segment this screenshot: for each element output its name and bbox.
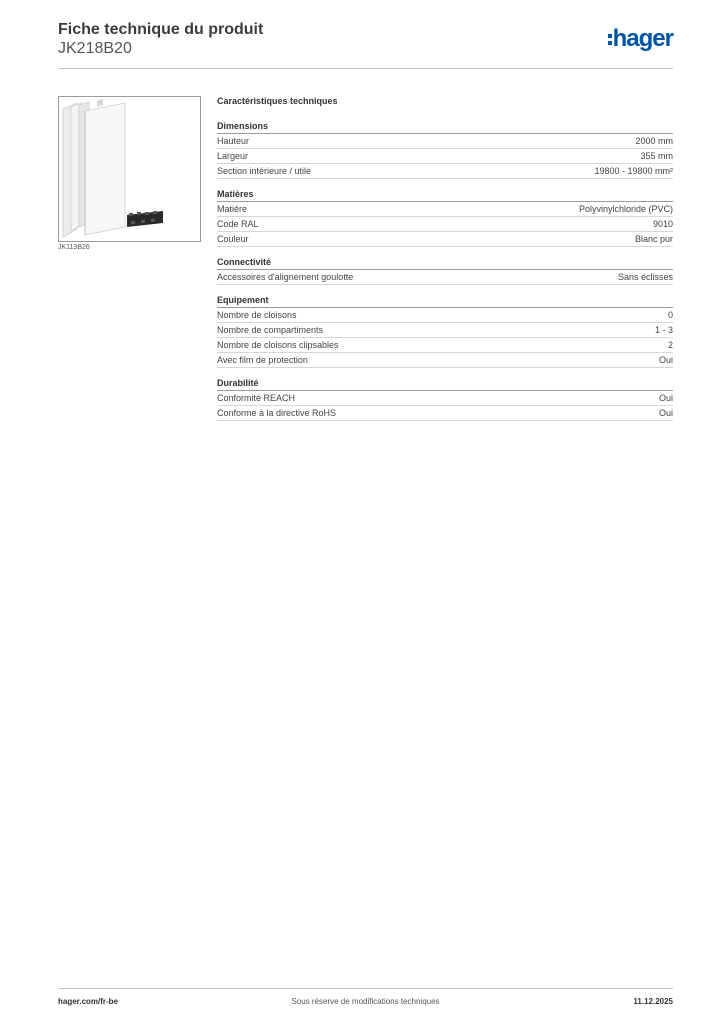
spec-label: Accessoires d'alignement goulotte <box>217 272 354 282</box>
spec-row <box>217 149 673 164</box>
header-divider <box>58 68 673 69</box>
section-title: Matières <box>217 188 673 202</box>
section-dimensions <box>217 120 673 179</box>
spec-label: Conformité REACH <box>217 393 296 403</box>
spec-value: 2 <box>667 340 673 350</box>
spec-label: Largeur <box>217 151 249 161</box>
spec-value: Blanc pur <box>634 234 673 244</box>
spec-value: Oui <box>658 393 673 403</box>
brand-logo <box>608 26 673 52</box>
section-title: Dimensions <box>217 120 673 134</box>
footer-date: 11.12.2025 <box>633 997 673 1006</box>
spec-value: 19800 - 19800 mm² <box>594 166 673 176</box>
spec-label: Matière <box>217 204 248 214</box>
spec-label: Nombre de cloisons <box>217 310 297 320</box>
section-connectivity <box>217 256 673 285</box>
specs-title: Caractéristiques techniques <box>217 96 338 106</box>
product-reference: JK218B20 <box>58 40 132 57</box>
section-title: Equipement <box>217 294 673 308</box>
spec-row <box>217 308 673 323</box>
image-caption: JK113B26 <box>58 244 90 251</box>
spec-value: Oui <box>658 408 673 418</box>
spec-value: Polyvinylchloride (PVC) <box>578 204 673 214</box>
spec-value: Sans éclisses <box>617 272 673 282</box>
spec-value: 1 - 3 <box>654 325 673 335</box>
spec-row <box>217 323 673 338</box>
section-title: Connectivité <box>217 256 673 270</box>
logo-mark-icon <box>608 32 612 46</box>
spec-value: 2000 mm <box>635 136 673 146</box>
footer-notice: Sous réserve de modifications techniques <box>291 997 440 1006</box>
spec-value: 355 mm <box>640 151 673 161</box>
spec-label: Nombre de compartiments <box>217 325 324 335</box>
section-title: Durabilité <box>217 377 673 391</box>
spec-label: Couleur <box>217 234 249 244</box>
spec-row <box>217 164 673 179</box>
brand-name: hager <box>612 25 673 52</box>
spec-row <box>217 217 673 232</box>
spec-row <box>217 270 673 285</box>
spec-row <box>217 406 673 421</box>
spec-value: 0 <box>667 310 673 320</box>
spec-label: Code RAL <box>217 219 259 229</box>
section-materials <box>217 188 673 247</box>
page-title: Fiche technique du produit <box>58 21 264 38</box>
spec-label: Conforme à la directive RoHS <box>217 408 337 418</box>
spec-label: Avec film de protection <box>217 355 308 365</box>
page-header <box>58 20 673 68</box>
technical-specs <box>217 95 673 430</box>
cable-trunking-illustration-icon <box>59 97 200 241</box>
spec-value: 9010 <box>652 219 673 229</box>
product-image <box>58 96 201 242</box>
footer-website-link[interactable]: hager.com/fr-be <box>58 997 119 1006</box>
spec-label: Hauteur <box>217 136 250 146</box>
footer-divider <box>58 988 673 989</box>
spec-label: Section intérieure / utile <box>217 166 312 176</box>
page-footer <box>58 997 673 1009</box>
spec-value: Oui <box>658 355 673 365</box>
spec-label: Nombre de cloisons clipsables <box>217 340 339 350</box>
section-equipment <box>217 294 673 368</box>
spec-row <box>217 353 673 368</box>
spec-row <box>217 134 673 149</box>
spec-row <box>217 202 673 217</box>
spec-row <box>217 391 673 406</box>
spec-row <box>217 338 673 353</box>
spec-row <box>217 232 673 247</box>
section-durability <box>217 377 673 421</box>
